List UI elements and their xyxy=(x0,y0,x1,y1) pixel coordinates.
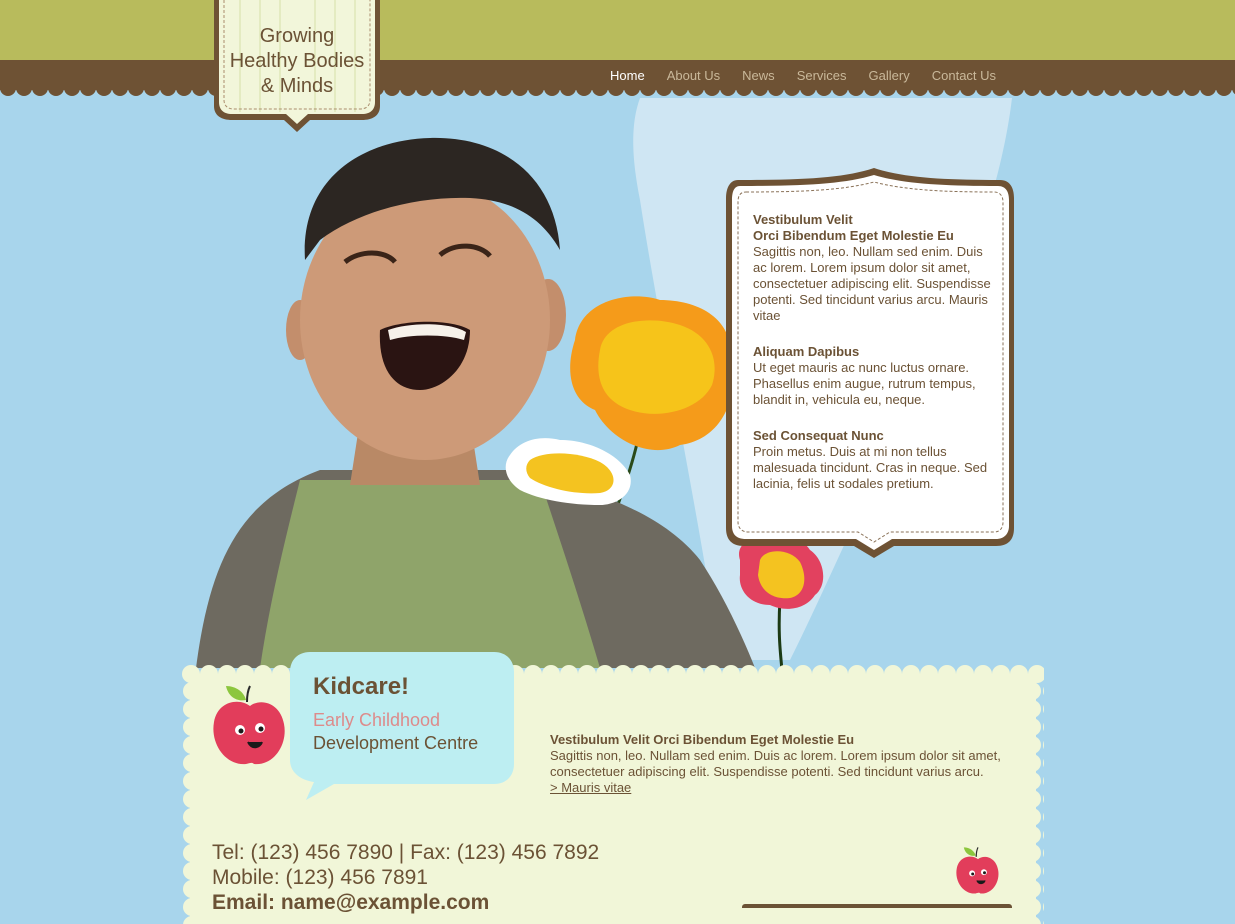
info-block xyxy=(753,228,993,324)
info-card-title: Vestibulum Velit xyxy=(753,212,853,227)
contact-tel-fax: Tel: (123) 456 7890 | Fax: (123) 456 7892 xyxy=(212,841,600,864)
info-block-heading: Orci Bibendum Eget Molestie Eu xyxy=(753,228,954,243)
article-heading: Vestibulum Velit Orci Bibendum Eget Molestie Eu xyxy=(550,732,855,747)
nav-gallery[interactable]: Gallery xyxy=(868,68,910,83)
info-block-heading: Aliquam Dapibus xyxy=(753,344,860,359)
apple-small-icon xyxy=(954,845,1002,897)
main-nav xyxy=(599,66,1007,86)
bubble-title: Kidcare! xyxy=(313,673,410,700)
nav-news[interactable]: News xyxy=(742,68,775,83)
article-body: Sagittis non, leo. Nullam sed enim. Duis ac lorem. Lorem ipsum dolor sit amet, consectetuer adipiscing elit. Suspendisse potenti. Sed tincidunt varius arcu. xyxy=(550,748,1001,779)
contact-mobile: Mobile: (123) 456 7891 xyxy=(212,866,428,889)
bubble-subtitle-early: Early Childhood xyxy=(313,710,441,730)
bubble-subtitle-centre: Development Centre xyxy=(313,733,479,753)
logo-line-3: & Minds xyxy=(260,75,334,97)
logo-line-2: Healthy Bodies xyxy=(229,50,365,72)
info-block xyxy=(753,428,993,492)
nav-contact-us[interactable]: Contact Us xyxy=(931,68,997,83)
info-block-body: Sagittis non, leo. Nullam sed enim. Duis ac lorem. Lorem ipsum dolor sit amet, consectetuer adipiscing elit. Suspendisse potenti. Sed tincidunt varius arcu. Mauris vitae xyxy=(753,244,991,323)
bottom-card-edge xyxy=(742,904,1012,908)
info-block-body: Ut eget mauris ac nunc luctus ornare. Phasellus enim augue, rutrum tempus, blandit in, vehicula eu, neque. xyxy=(753,360,976,407)
info-card-content xyxy=(753,212,993,512)
nav-home[interactable]: Home xyxy=(610,68,645,83)
contact-details xyxy=(212,840,599,915)
article-read-more-link[interactable]: > Mauris vitae xyxy=(550,780,632,795)
nav-services[interactable]: Services xyxy=(796,68,847,83)
contact-email[interactable]: Email: name@example.com xyxy=(212,891,490,914)
info-block-heading: Sed Consequat Nunc xyxy=(753,428,884,443)
info-block-body: Proin metus. Duis at mi non tellus malesuada tincidunt. Cras in neque. Sed lacinia, felis ut sodales pretium. xyxy=(753,444,988,491)
info-block xyxy=(753,344,993,408)
logo-line-1: Growing xyxy=(259,25,335,47)
nav-about-us[interactable]: About Us xyxy=(666,68,721,83)
apple-mascot-icon xyxy=(210,682,290,770)
bottom-article xyxy=(550,732,1030,796)
logo-text xyxy=(216,24,378,99)
